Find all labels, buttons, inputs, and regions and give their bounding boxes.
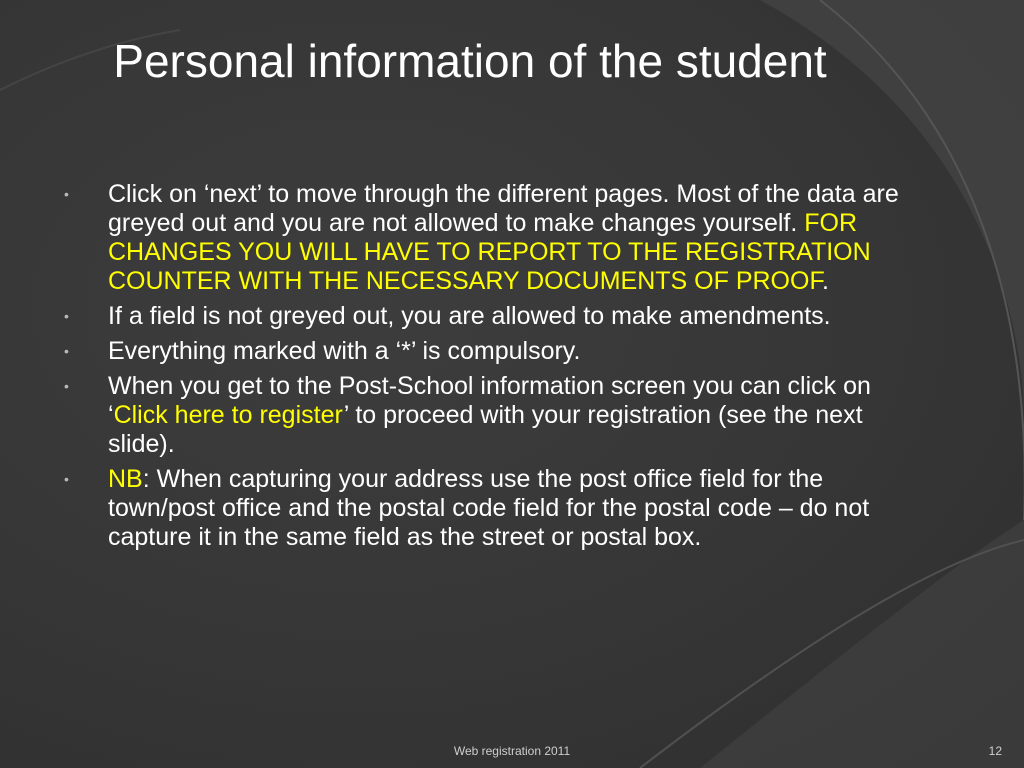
footer-text: Web registration 2011 (453, 744, 571, 758)
list-item (62, 465, 912, 552)
bullet-icon: • (64, 378, 69, 394)
bullet-text: Everything marked with a ‘*’ is compulsory. (108, 337, 581, 365)
highlight-text: FOR CHANGES YOU WILL HAVE TO REPORT TO THE REGISTRATION COUNTER WITH THE NECESSARY DOCUMENTS OF PROOF (108, 209, 871, 295)
bullet-icon: • (64, 186, 69, 202)
nb-label: NB (108, 465, 143, 493)
list-item (62, 180, 912, 296)
bullet-icon: • (64, 308, 69, 324)
list-item (62, 372, 912, 459)
bullet-text: If a field is not greyed out, you are allowed to make amendments. (108, 302, 831, 330)
slide-title: Personal information of the student (113, 35, 827, 87)
bullet-icon: • (64, 471, 69, 487)
bullet-text: NB: When capturing your address use the post office field for the town/post office and the postal code field for the postal code – do not capture it in the same field as the street or postal box. (108, 465, 870, 551)
register-link-text: Click here to register (113, 401, 344, 429)
bullet-text: Click on ‘next’ to move through the different pages. Most of the data are greyed out and you are not allowed to make changes yourself. FOR CHANGES YOU WILL HAVE TO REPORT TO THE REGISTRATION COUNTER WITH THE NECESSARY DOCUMENTS OF PROOF. (108, 180, 899, 295)
page-number: 12 (988, 744, 1002, 758)
list-item (62, 302, 912, 331)
bullet-icon: • (64, 343, 69, 359)
bullet-text: When you get to the Post-School information screen you can click on ‘Click here to register’ to proceed with your registration (see the next slide). (108, 372, 871, 458)
list-item (62, 337, 912, 366)
bullet-list (62, 180, 912, 558)
